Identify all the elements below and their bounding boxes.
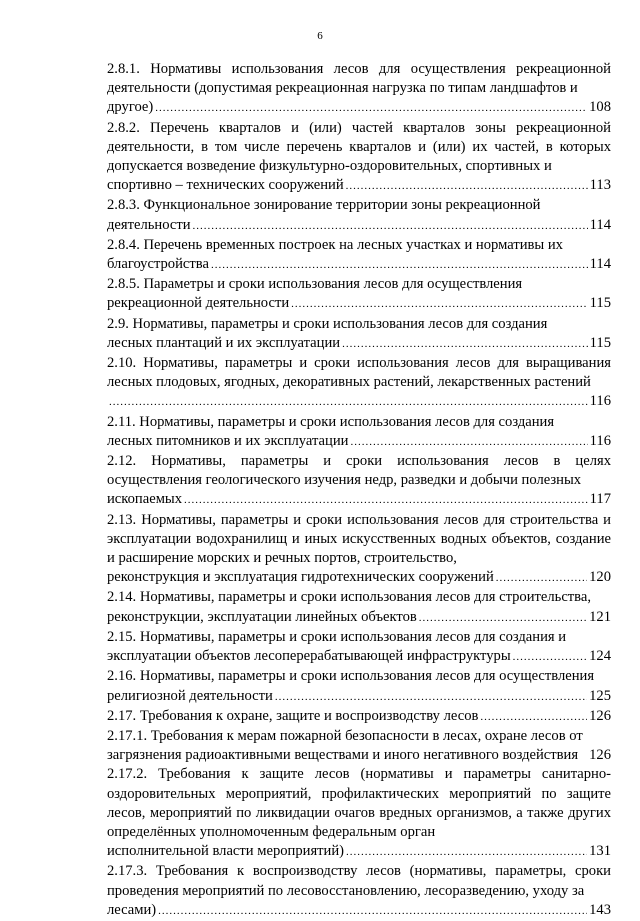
toc-entry-text: 2.8.1. Нормативы использования лесов для осуществления рекреационной деятельности (допустимая рекреационная нагрузка по типам ландшафтов и	[107, 61, 611, 97]
toc-entry-text: 2.8.5. Параметры и сроки использования лесов для осуществления	[107, 276, 523, 293]
toc-entry-tail: рекреационной деятельности	[107, 295, 290, 312]
toc-page-number: 126	[589, 707, 611, 724]
dot-leader	[496, 569, 587, 588]
toc-entry-text: 2.13. Нормативы, параметры и сроки использования лесов для строительства и эксплуатации водохранилищ и иных искусственных водных объектов, создание и расширение морских и речных портов, строительство,	[107, 511, 611, 567]
toc-entry-text: 2.17.3. Требования к воспроизводству лесов (нормативы, параметры, сроки проведения мероприятий по лесовосстановлению, лесоразведению, уходу за	[107, 863, 611, 899]
dot-leader	[419, 609, 587, 628]
toc-page-number: 115	[589, 295, 611, 312]
toc-entry-2-17-2[interactable]	[107, 765, 611, 862]
toc-entry-text: 2.15. Нормативы, параметры и сроки использования лесов для создания и	[107, 628, 567, 645]
toc-entry-2-17-3[interactable]	[107, 862, 611, 921]
toc-entry-2-10[interactable]	[107, 354, 611, 413]
toc-page-number: 143	[589, 901, 611, 918]
toc-entry-2-8-3[interactable]	[107, 196, 611, 235]
toc-page-number: 116	[589, 432, 611, 449]
toc-page-number: 115	[589, 334, 611, 351]
table-of-contents	[107, 60, 611, 921]
toc-entry-tail: лесных питомников и их эксплуатации	[107, 432, 349, 449]
dot-leader	[211, 256, 588, 275]
toc-page-number: 121	[589, 608, 611, 625]
dot-leader	[275, 688, 587, 707]
toc-entry-2-8-4[interactable]	[107, 236, 611, 275]
dot-leader	[155, 99, 587, 118]
toc-entry-2-9[interactable]	[107, 315, 611, 354]
dot-leader	[193, 217, 588, 236]
toc-entry-2-16[interactable]	[107, 667, 611, 706]
toc-page-number: 124	[589, 648, 611, 665]
toc-entry-text: 2.14. Нормативы, параметры и сроки использования лесов для строительства,	[107, 589, 592, 606]
toc-entry-2-12[interactable]	[107, 452, 611, 511]
toc-entry-2-13[interactable]	[107, 511, 611, 589]
toc-entry-2-17[interactable]	[107, 707, 611, 727]
toc-entry-text: 2.9. Нормативы, параметры и сроки использования лесов для создания	[107, 315, 548, 332]
toc-entry-tail: 2.17. Требования к охране, защите и воспроизводству лесов	[107, 707, 479, 724]
toc-page-number: 113	[589, 177, 611, 194]
toc-page-number: 114	[589, 256, 611, 273]
toc-entry-tail: другое)	[107, 99, 154, 116]
toc-entry-tail: спортивно – технических сооружений	[107, 177, 344, 194]
toc-page-number: 117	[589, 491, 611, 508]
dot-leader	[350, 433, 587, 452]
toc-entry-tail: религиозной деятельности	[107, 687, 273, 704]
dot-leader	[480, 708, 587, 727]
toc-entry-tail: лесных плантаций и их эксплуатации	[107, 334, 341, 351]
toc-entry-tail: загрязнения радиоактивными веществами и иного негативного воздействия	[107, 747, 579, 764]
dot-leader	[346, 177, 588, 196]
toc-entry-text: 2.8.4. Перечень временных построек на лесных участках и нормативы их	[107, 236, 563, 253]
dot-leader	[291, 295, 588, 314]
toc-entry-tail: ископаемых	[107, 491, 183, 508]
toc-entry-text: 2.17.2. Требования к защите лесов (нормативы и параметры санитарно-оздоровительных мероприятий, профилактических мероприятий по защите лесов, мероприятий по ликвидации очагов вредных организмов, а также других определённых уполномоченным федеральным орган	[107, 766, 611, 840]
toc-page-number: 108	[589, 99, 611, 116]
toc-entry-tail: благоустройства	[107, 256, 209, 273]
toc-page-number: 116	[589, 393, 611, 410]
toc-entry-text: 2.12. Нормативы, параметры и сроки использования лесов в целях осуществления геологического изучения недр, разведки и добычи полезных	[107, 453, 611, 489]
dot-leader	[109, 393, 588, 412]
toc-entry-2-11[interactable]	[107, 413, 611, 452]
toc-entry-tail: исполнительной власти мероприятий)	[107, 843, 345, 860]
toc-entry-tail: эксплуатации объектов лесоперерабатывающей инфраструктуры	[107, 648, 511, 665]
page-number: 6	[317, 30, 323, 42]
toc-entry-text: 2.11. Нормативы, параметры и сроки использования лесов для создания	[107, 413, 555, 430]
toc-entry-text: 2.17.1. Требования к мерам пожарной безопасности в лесах, охране лесов от	[107, 727, 583, 744]
toc-entry-text: 2.8.3. Функциональное зонирование территории зоны рекреационной	[107, 197, 541, 214]
toc-page-number: 125	[589, 687, 611, 704]
toc-entry-tail: реконструкции, эксплуатации линейных объектов	[107, 608, 417, 625]
toc-entry-2-8-1[interactable]	[107, 60, 611, 119]
toc-page-number: 126	[589, 747, 611, 764]
toc-entry-text: 2.16. Нормативы, параметры и сроки использования лесов для осуществления	[107, 668, 595, 685]
toc-entry-2-17-1[interactable]	[107, 727, 611, 765]
toc-entry-text: 2.10. Нормативы, параметры и сроки использования лесов для выращивания лесных плодовых, ягодных, декоративных растений, лекарственных растений	[107, 355, 611, 391]
toc-entry-2-8-5[interactable]	[107, 275, 611, 314]
dot-leader	[342, 335, 588, 354]
toc-entry-tail: деятельности	[107, 216, 191, 233]
dot-leader	[184, 491, 588, 510]
toc-entry-2-15[interactable]	[107, 628, 611, 667]
toc-page-number: 120	[589, 569, 611, 586]
toc-entry-tail: лесами)	[107, 901, 157, 918]
toc-entry-2-14[interactable]	[107, 588, 611, 627]
dot-leader	[158, 902, 587, 921]
toc-page-number: 131	[589, 843, 611, 860]
dot-leader	[346, 843, 587, 862]
toc-entry-2-8-2[interactable]	[107, 119, 611, 197]
toc-entry-text: 2.8.2. Перечень кварталов и (или) частей кварталов зоны рекреационной деятельности, в том числе перечень кварталов и (или) их частей, в которых допускается возведение физкультурно-оздоровительных, спортивных и	[107, 119, 611, 175]
dot-leader	[513, 648, 587, 667]
toc-page-number: 114	[589, 216, 611, 233]
toc-entry-tail: реконструкция и эксплуатация гидротехнических сооружений	[107, 569, 494, 586]
